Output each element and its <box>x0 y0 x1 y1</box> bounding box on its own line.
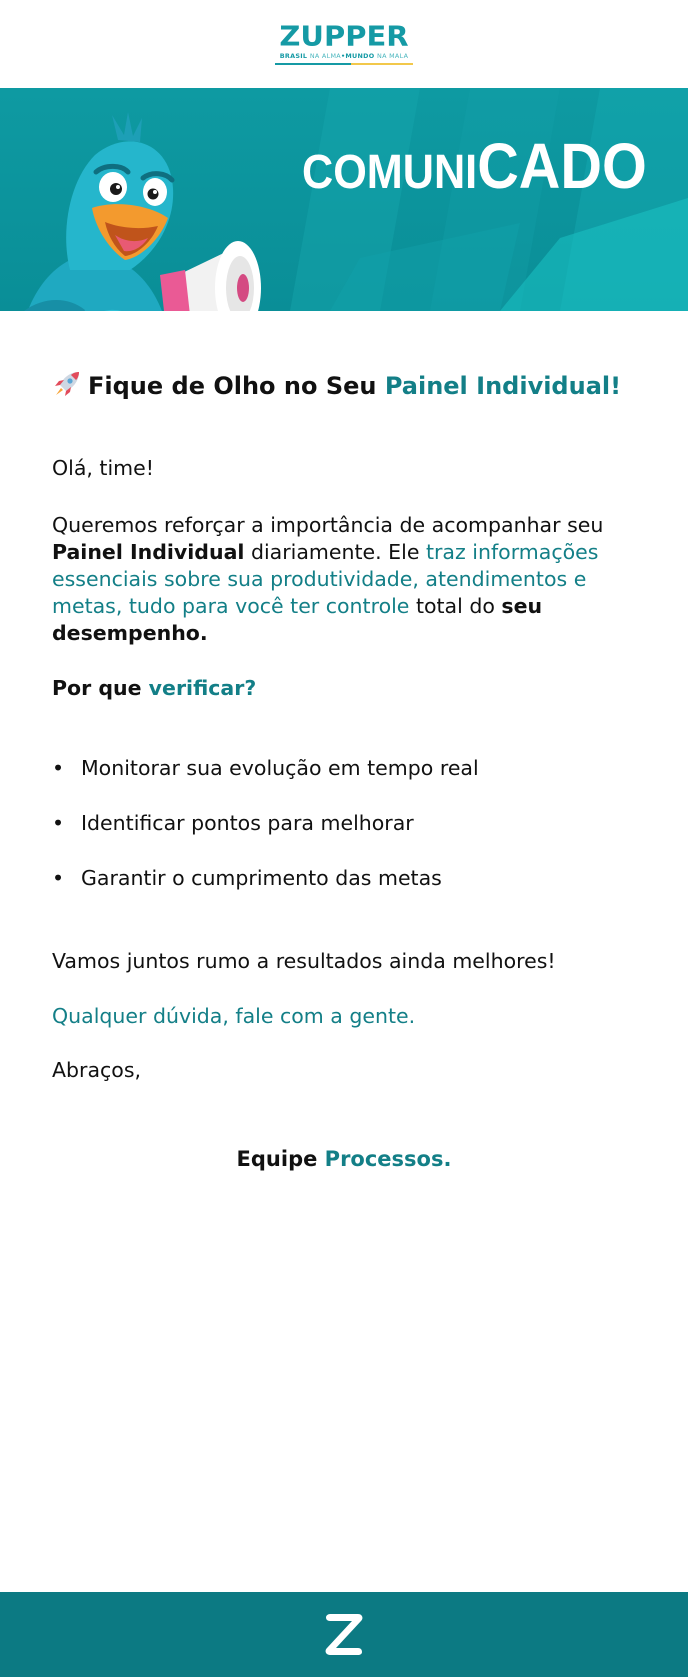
contact-line[interactable]: Qualquer dúvida, fale com a gente. <box>52 1004 416 1028</box>
zupper-logo[interactable] <box>272 20 416 72</box>
signoff-text: Equipe <box>236 1147 325 1171</box>
list-item <box>52 754 652 809</box>
section-heading-highlight: verificar? <box>148 676 257 700</box>
page-title <box>52 369 621 403</box>
intro-text-2: diariamente. Ele <box>244 540 426 564</box>
tagline-separator: • <box>340 52 346 60</box>
bird-mascot-illustration <box>0 110 300 311</box>
intro-bold-2: seu desempenho. <box>52 594 543 645</box>
comunicado-banner <box>0 88 688 311</box>
intro-highlight: traz informações essenciais sobre sua produtividade, atendimentos e metas, tudo para você ter controle <box>52 540 599 618</box>
logo-wordmark: ZUPPER <box>279 19 409 53</box>
section-heading <box>52 675 652 702</box>
tagline-na-alma: NA ALMA <box>309 52 341 60</box>
tagline-na-mala: NA MALA <box>377 52 409 60</box>
list-item-text: Identificar pontos para melhorar <box>81 811 414 835</box>
rocket-icon <box>52 369 82 399</box>
headline-text: Fique de Olho no Seu <box>88 372 385 400</box>
bullet-dot: • <box>52 866 65 890</box>
intro-paragraph <box>52 512 652 647</box>
zupper-z-logo-icon[interactable] <box>322 1610 366 1658</box>
greeting: Olá, time! <box>52 456 154 480</box>
intro-bold-1: Painel Individual <box>52 540 245 564</box>
banner-title-large: CADO <box>477 130 647 202</box>
signoff <box>0 1145 688 1173</box>
brand-bar <box>0 0 688 88</box>
tagline-brasil: BRASIL <box>279 52 308 60</box>
list-item-text: Garantir o cumprimento das metas <box>81 866 442 890</box>
regards-line: Abraços, <box>52 1058 142 1082</box>
intro-text-1: Queremos reforçar a importância de acompanhar seu <box>52 513 604 537</box>
headline-highlight: Painel Individual! <box>384 372 622 400</box>
list-item <box>52 864 652 919</box>
intro-text-3: total do <box>409 594 502 618</box>
logo-tagline <box>272 52 416 61</box>
section-heading-text: Por que <box>52 676 149 700</box>
list-item <box>52 809 652 864</box>
benefits-list <box>52 754 652 919</box>
bullet-dot: • <box>52 811 65 835</box>
tagline-mundo: MUNDO <box>345 52 375 60</box>
bullet-dot: • <box>52 756 65 780</box>
banner-title <box>302 130 647 214</box>
signoff-team: Processos. <box>324 1147 452 1171</box>
banner-title-small: COMUNI <box>302 146 478 199</box>
closing-line: Vamos juntos rumo a resultados ainda melhores! <box>52 949 556 973</box>
footer-bar <box>0 1592 688 1677</box>
list-item-text: Monitorar sua evolução em tempo real <box>81 756 479 780</box>
logo-underline <box>275 63 413 65</box>
